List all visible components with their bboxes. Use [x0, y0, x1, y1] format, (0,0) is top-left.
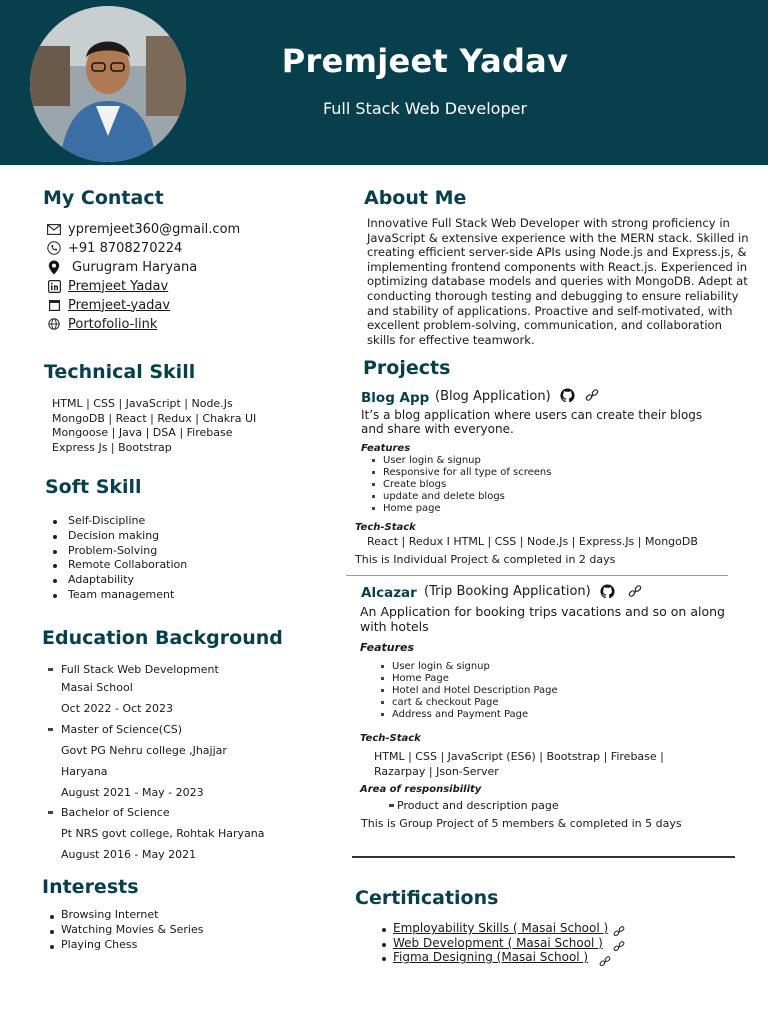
- contact-github[interactable]: [46, 296, 170, 314]
- github-link[interactable]: Premjeet-yadav: [68, 297, 171, 313]
- bullet: [372, 507, 375, 510]
- link-icon[interactable]: [613, 938, 626, 951]
- certification-link[interactable]: Employability Skills ( Masai School ): [393, 921, 609, 935]
- github-icon: [46, 297, 62, 313]
- bullet: [53, 550, 57, 554]
- bullet: [381, 689, 384, 692]
- alcazar-stack-line: Razarpay | Json-Server: [374, 765, 499, 778]
- about-line: creating efficient server-side APIs using Node.js and Express.js, &: [367, 245, 747, 260]
- blog-project-title: Blog App: [361, 390, 430, 406]
- location-icon: [46, 259, 62, 275]
- about-heading: About Me: [364, 187, 467, 209]
- blog-feature: Home page: [383, 503, 441, 514]
- blog-note: This is Individual Project & completed in 2 days: [355, 553, 616, 566]
- education-heading: Education Background: [42, 627, 283, 649]
- bullet: [381, 665, 384, 668]
- soft-item: Self-Discipline: [68, 514, 146, 527]
- bullet: [50, 915, 54, 919]
- phone-icon: [46, 240, 62, 256]
- alcazar-stack-label: Tech-Stack: [360, 733, 421, 744]
- education-line: Govt PG Nehru college ,Jhajjar: [61, 744, 227, 757]
- about-line: optimizing database models and queries with MongoDB. Adept at: [367, 274, 748, 289]
- linkedin-link[interactable]: Premjeet Yadav: [68, 278, 169, 294]
- profile-photo: [30, 6, 186, 162]
- job-title: Full Stack Web Developer: [322, 99, 528, 118]
- blog-project-subtitle: (Blog Application): [435, 389, 551, 404]
- candidate-name: Premjeet Yadav: [281, 42, 569, 80]
- soft-heading: Soft Skill: [45, 476, 142, 498]
- alcazar-feature: Address and Payment Page: [392, 709, 529, 720]
- alcazar-desc-line: with hotels: [360, 619, 429, 634]
- blog-stack: React | Redux I HTML | CSS | Node.Js | Express.Js | MongoDB: [367, 535, 698, 548]
- certification-link[interactable]: Web Development ( Masai School ): [393, 936, 603, 950]
- alcazar-feature: cart & checkout Page: [392, 697, 499, 708]
- about-line: skills for effective teamwork.: [367, 332, 535, 347]
- bullet: [53, 535, 57, 539]
- alcazar-area: Product and description page: [397, 799, 559, 812]
- technical-line: Express Js | Bootstrap: [52, 441, 172, 454]
- alcazar-area-label: Area of responsibility: [360, 784, 482, 795]
- about-paragraph: [367, 216, 755, 347]
- education-degree: Master of Science(CS): [61, 723, 183, 736]
- location-text: Gurugram Haryana: [72, 259, 198, 275]
- alcazar-feature: User login & signup: [392, 661, 490, 672]
- technical-heading: Technical Skill: [44, 361, 196, 383]
- contact-location: [46, 258, 197, 276]
- technical-line: Mongoose | Java | DSA | Firebase: [52, 426, 233, 439]
- bullet: [53, 594, 57, 598]
- alcazar-project-subtitle: (Trip Booking Application): [424, 584, 591, 599]
- certifications-heading: Certifications: [355, 887, 499, 909]
- bullet: [53, 520, 57, 524]
- bullet: [50, 930, 54, 934]
- bullet: [53, 579, 57, 583]
- interests-heading: Interests: [42, 876, 139, 898]
- blog-desc-line: and share with everyone.: [361, 422, 514, 436]
- education-line: Oct 2022 - Oct 2023: [61, 702, 173, 715]
- education-line: Haryana: [61, 765, 108, 778]
- globe-icon: [46, 316, 62, 332]
- about-line: JavaScript & extensive experience with the MERN stack. Skilled in: [367, 230, 749, 245]
- projects-heading: Projects: [363, 357, 451, 379]
- bullet: [382, 943, 386, 947]
- contact-portfolio[interactable]: [46, 315, 157, 333]
- project-divider: [346, 575, 728, 576]
- link-icon[interactable]: [628, 584, 644, 600]
- technical-line: MongoDB | React | Redux | Chakra UI: [52, 412, 257, 425]
- bullet: [381, 701, 384, 704]
- alcazar-note: This is Group Project of 5 members & completed in 5 days: [361, 817, 682, 830]
- about-line: and stability of applications. Proactive and self-motivated, with: [367, 303, 733, 318]
- alcazar-features-label: Features: [360, 641, 415, 654]
- email-text: ypremjeet360@gmail.com: [68, 221, 241, 237]
- soft-item: Remote Collaboration: [68, 558, 188, 571]
- bullet: [389, 804, 394, 807]
- link-icon[interactable]: [599, 953, 612, 966]
- blog-stack-label: Tech-Stack: [355, 522, 416, 533]
- contact-email: [46, 220, 240, 238]
- bullet: [372, 471, 375, 474]
- contact-phone: [46, 239, 182, 257]
- github-icon[interactable]: [560, 388, 576, 404]
- education-line: August 2016 - May 2021: [61, 848, 197, 861]
- education-line: Masai School: [61, 681, 133, 694]
- alcazar-project-title: Alcazar: [361, 585, 417, 601]
- blog-features-label: Features: [361, 443, 411, 454]
- contact-linkedin[interactable]: [46, 277, 168, 295]
- education-degree: Full Stack Web Development: [61, 663, 219, 676]
- soft-item: Decision making: [68, 529, 160, 542]
- section-divider: [352, 856, 735, 858]
- blog-feature: Create blogs: [383, 479, 447, 490]
- bullet: [48, 668, 53, 671]
- about-line: conducting thorough testing and debugging to ensure reliability: [367, 288, 739, 303]
- phone-text: +91 8708270224: [68, 240, 183, 256]
- header-banner: [0, 0, 768, 165]
- alcazar-stack-line: HTML | CSS | JavaScript (ES6) | Bootstrap | Firebase |: [374, 750, 664, 763]
- bullet: [381, 713, 384, 716]
- soft-item: Adaptability: [68, 573, 135, 586]
- alcazar-feature: Home Page: [392, 673, 449, 684]
- bullet: [372, 483, 375, 486]
- linkedin-icon: [46, 278, 62, 294]
- github-icon[interactable]: [600, 584, 616, 600]
- education-degree: Bachelor of Science: [61, 806, 170, 819]
- education-line: August 2021 - May - 2023: [61, 786, 204, 799]
- soft-item: Problem-Solving: [68, 544, 158, 557]
- bullet: [372, 495, 375, 498]
- about-line: Innovative Full Stack Web Developer with strong proficiency in: [367, 216, 730, 230]
- interest-item: Watching Movies & Series: [61, 923, 204, 936]
- portfolio-link[interactable]: Portofolio-link: [68, 316, 158, 332]
- blog-feature: Responsive for all type of screens: [383, 467, 552, 478]
- bullet: [50, 945, 54, 949]
- blog-feature: update and delete blogs: [383, 491, 505, 502]
- education-line: Pt NRS govt college, Rohtak Haryana: [61, 827, 265, 840]
- mail-icon: [46, 221, 62, 237]
- interest-item: Playing Chess: [61, 938, 138, 951]
- soft-item: Team management: [68, 588, 175, 601]
- link-icon[interactable]: [585, 388, 601, 404]
- bullet: [382, 928, 386, 932]
- contact-heading: My Contact: [43, 187, 164, 209]
- bullet: [48, 728, 53, 731]
- bullet: [381, 677, 384, 680]
- about-line: excellent problem-solving, communication, and collaboration: [367, 318, 722, 333]
- blog-feature: User login & signup: [383, 455, 481, 466]
- bullet: [382, 957, 386, 961]
- bullet: [48, 811, 53, 814]
- bullet: [372, 459, 375, 462]
- alcazar-feature: Hotel and Hotel Description Page: [392, 685, 558, 696]
- interest-item: Browsing Internet: [61, 908, 159, 921]
- certification-link[interactable]: Figma Designing (Masai School ): [393, 950, 589, 964]
- link-icon[interactable]: [613, 923, 626, 936]
- about-line: implementing frontend components with React.js. Experienced in: [367, 259, 748, 274]
- alcazar-desc-line: An Application for booking trips vacations and so on along: [360, 604, 725, 619]
- technical-line: HTML | CSS | JavaScript | Node.Js: [52, 397, 233, 410]
- bullet: [53, 564, 57, 568]
- blog-desc-line: It’s a blog application where users can create their blogs: [361, 408, 703, 422]
